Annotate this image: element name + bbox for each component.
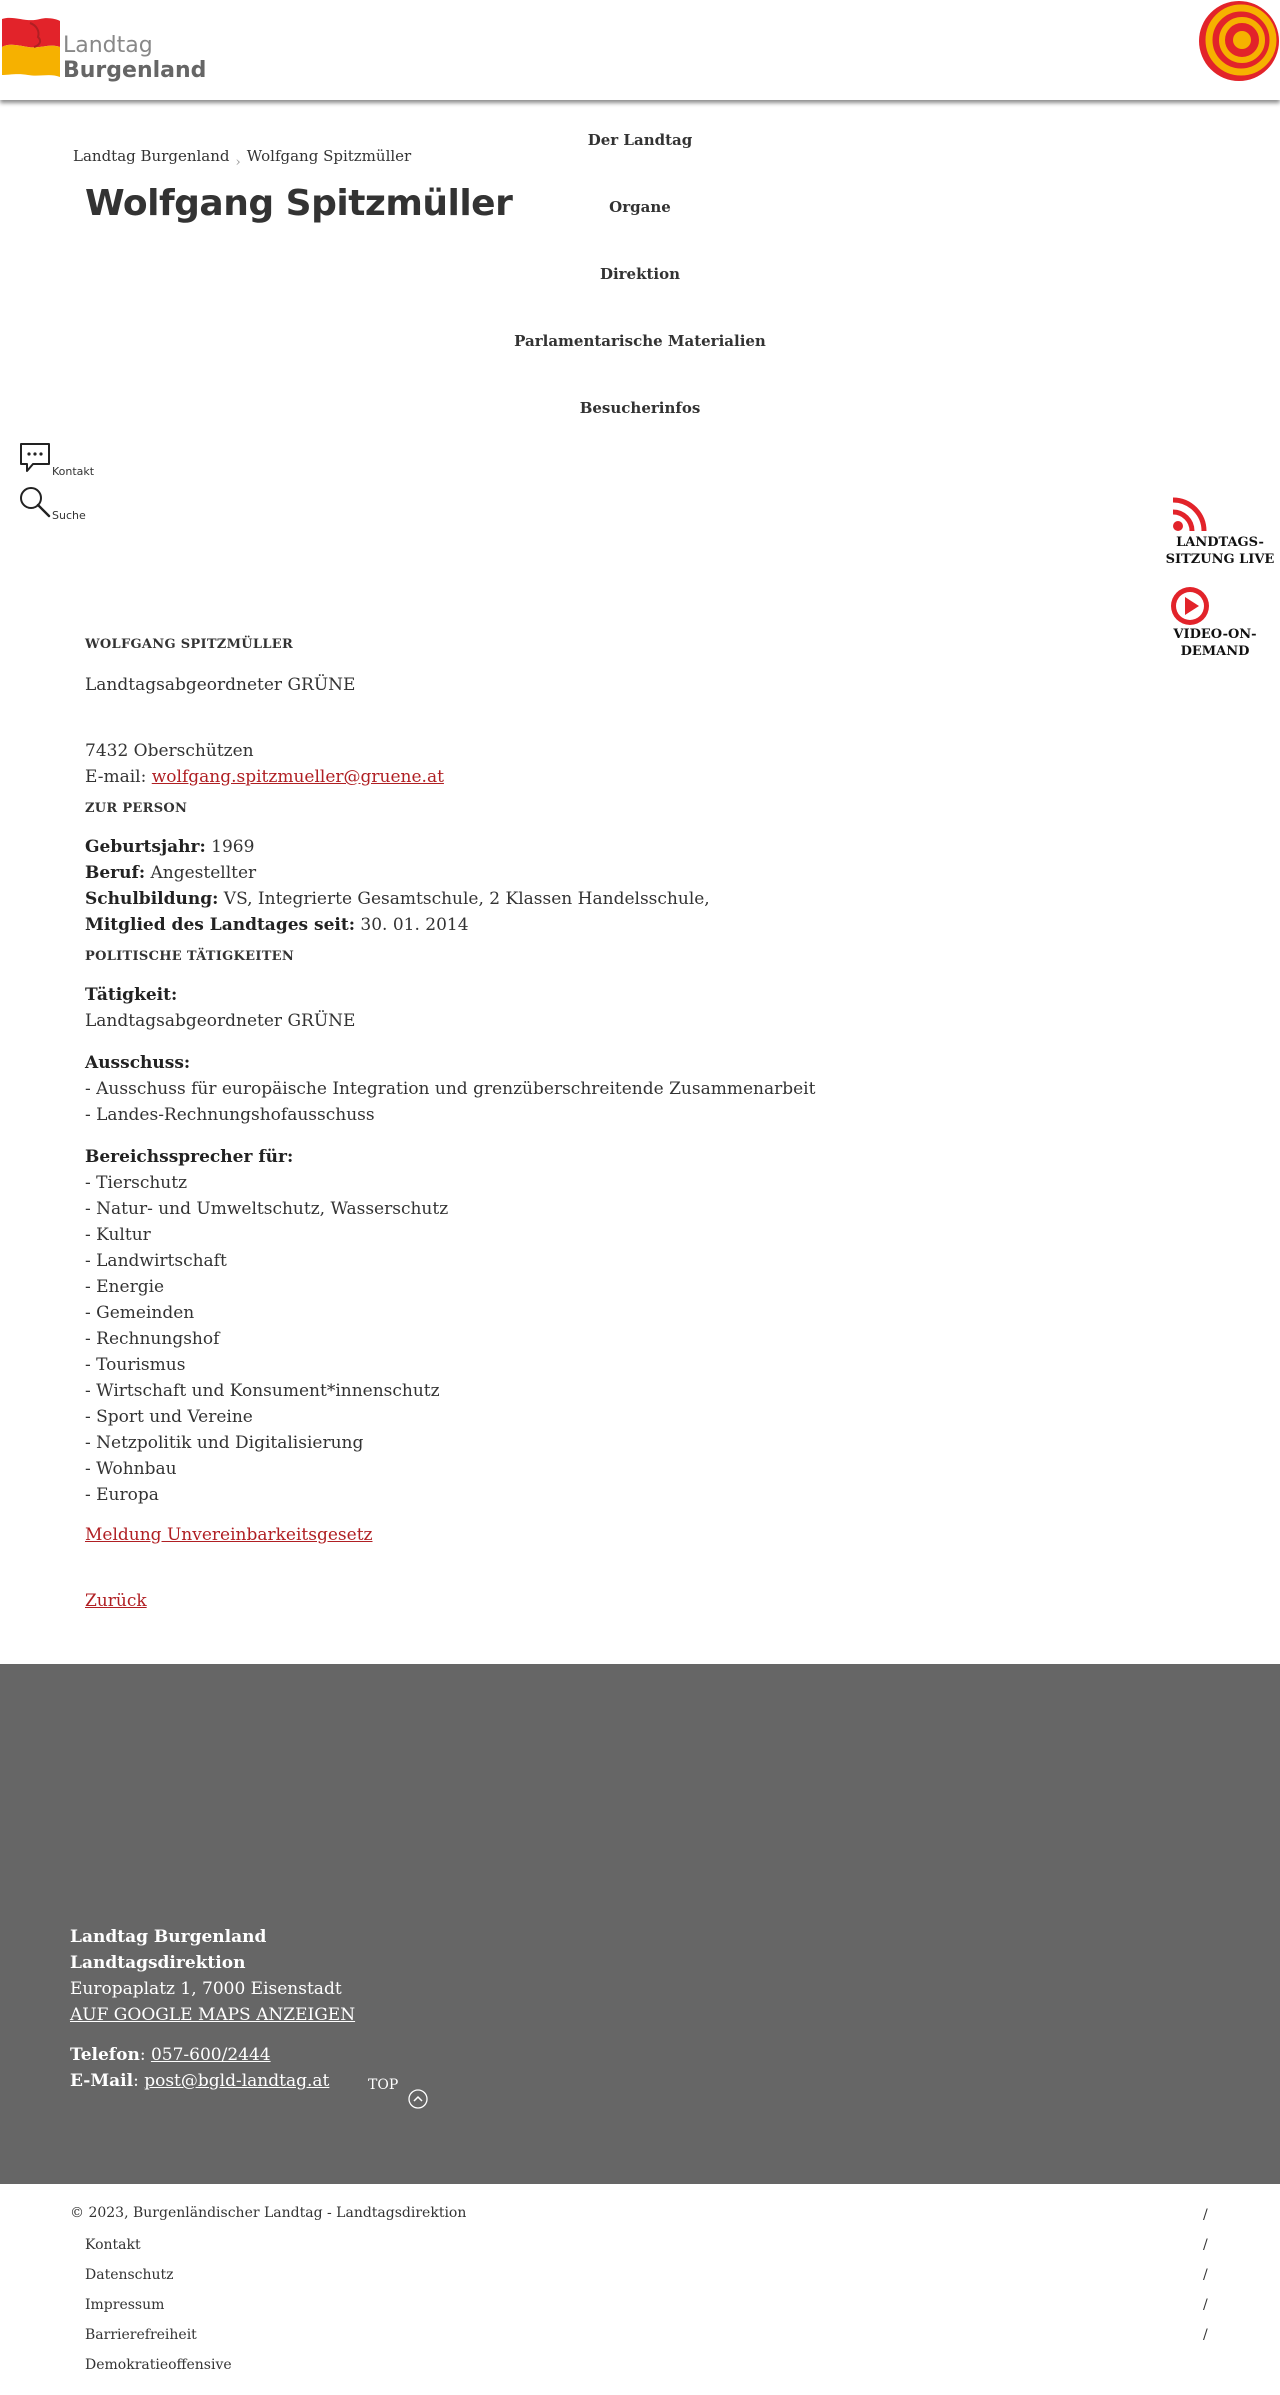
- burgenland-sun-logo[interactable]: [1198, 0, 1280, 86]
- committee-label: Ausschuss:: [85, 1053, 191, 1073]
- live-session-button[interactable]: [1160, 494, 1280, 567]
- breadcrumb-current: Wolfgang Spitzmüller: [246, 147, 412, 165]
- search-button[interactable]: [18, 485, 108, 525]
- sun-icon: [1198, 0, 1280, 82]
- member-row: [85, 912, 985, 938]
- breadcrumb: [73, 147, 412, 170]
- person-email-link[interactable]: wolfgang.spitzmueller@gruene.at: [151, 767, 444, 787]
- spokesperson-item: - Wohnbau: [85, 1459, 177, 1479]
- person-address: 7432 Oberschützen: [85, 741, 254, 761]
- spokesperson-label: Bereichssprecher für:: [85, 1147, 294, 1167]
- back-link[interactable]: Zurück: [85, 1591, 147, 1611]
- job-row: [85, 860, 985, 886]
- footer-org: Landtag Burgenland: [70, 1927, 267, 1947]
- section-politische-taetigkeiten: POLITISCHE TÄTIGKEITEN: [85, 949, 295, 964]
- copyright: © 2023, Burgenländischer Landtag - Landtagsdirektion: [70, 2205, 467, 2221]
- spokesperson-item: - Gemeinden: [85, 1303, 195, 1323]
- footer-phone-row: Telefon: 057-600/2444: [70, 2045, 271, 2065]
- nav-item-der-landtag[interactable]: Der Landtag: [587, 131, 693, 149]
- landtag-logo[interactable]: [0, 15, 207, 85]
- spokesperson-item: - Tierschutz: [85, 1173, 188, 1193]
- main-nav: [480, 124, 800, 459]
- footer-dept: Landtagsdirektion: [70, 1953, 246, 1973]
- member-label: Mitglied des Landtages seit:: [85, 915, 355, 935]
- link-separators: [1203, 2205, 1208, 2355]
- breadcrumb-home[interactable]: Landtag Burgenland: [73, 147, 230, 165]
- committee-block: [85, 1050, 985, 1128]
- person-email-row: [85, 764, 985, 790]
- live-label-2: SITZUNG LIVE: [1165, 552, 1275, 567]
- school-label: Schulbildung:: [85, 889, 219, 909]
- person-role: Landtagsabgeordneter GRÜNE: [85, 675, 356, 695]
- nav-item-parlamentarische-materialien[interactable]: Parlamentarische Materialien: [514, 332, 766, 350]
- spokesperson-item: - Energie: [85, 1277, 165, 1297]
- chevron-up-circle-icon[interactable]: [408, 2089, 428, 2109]
- footer-email-link[interactable]: post@bgld-landtag.at: [144, 2071, 330, 2091]
- vod-label-2: DEMAND: [1180, 644, 1250, 659]
- bottom-bar: [0, 2184, 1280, 2395]
- live-label-1: LANDTAGS-: [1176, 535, 1264, 550]
- person-content: [85, 630, 985, 1614]
- job-value: Angestellter: [145, 863, 257, 883]
- footer-link-demokratieoffensive[interactable]: Demokratieoffensive: [85, 2357, 232, 2373]
- separator: /: [1203, 2327, 1208, 2343]
- spokesperson-item: - Kultur: [85, 1225, 151, 1245]
- footer-link-barrierefreiheit[interactable]: Barrierefreiheit: [85, 2327, 197, 2343]
- contact-button[interactable]: [18, 441, 108, 481]
- chat-bubble-icon: [18, 441, 52, 475]
- footer-email-label: E-Mail: [70, 2071, 134, 2091]
- search-icon: [18, 485, 52, 519]
- spokesperson-item: - Netzpolitik und Digitalisierung: [85, 1433, 364, 1453]
- spokesperson-item: - Tourismus: [85, 1355, 186, 1375]
- chevron-right-icon: ›: [235, 154, 241, 170]
- job-label: Beruf:: [85, 863, 146, 883]
- site-footer: [0, 1664, 1280, 2184]
- logo-text-landtag: Landtag: [63, 33, 153, 58]
- spokesperson-item: - Rechnungshof: [85, 1329, 220, 1349]
- video-on-demand-button[interactable]: [1170, 586, 1280, 658]
- activity-value: Landtagsabgeordneter GRÜNE: [85, 1011, 356, 1031]
- nav-item-besucherinfos[interactable]: Besucherinfos: [579, 399, 701, 417]
- separator: /: [1203, 2207, 1208, 2223]
- person-name-heading: WOLFGANG SPITZMÜLLER: [85, 637, 294, 652]
- birth-label: Geburtsjahr:: [85, 837, 206, 857]
- separator: /: [1203, 2297, 1208, 2313]
- nav-item-organe[interactable]: Organe: [609, 198, 671, 216]
- committee-item: - Landes-Rechnungshofausschuss: [85, 1105, 375, 1125]
- footer-link-kontakt[interactable]: Kontakt: [85, 2237, 141, 2253]
- member-value: 30. 01. 2014: [355, 915, 469, 935]
- footer-link-datenschutz[interactable]: Datenschutz: [85, 2267, 174, 2283]
- phone-label: Telefon: [70, 2045, 140, 2065]
- footer-contact-info: [70, 1924, 355, 2094]
- play-icon: [1170, 586, 1210, 626]
- legal-links: [85, 2235, 232, 2385]
- rss-icon: [1170, 494, 1210, 534]
- spokesperson-item: - Landwirtschaft: [85, 1251, 227, 1271]
- spokesperson-item: - Natur- und Umweltschutz, Wasserschutz: [85, 1199, 449, 1219]
- site-header: [0, 0, 1280, 100]
- flag-icon: [0, 15, 62, 79]
- activity-block: [85, 982, 985, 1034]
- section-zur-person: ZUR PERSON: [85, 801, 188, 816]
- spokesperson-block: [85, 1144, 985, 1508]
- spokesperson-item: - Sport und Vereine: [85, 1407, 253, 1427]
- footer-link-impressum[interactable]: Impressum: [85, 2297, 165, 2313]
- logo-text-burgenland: Burgenland: [63, 58, 207, 83]
- birth-row: [85, 834, 985, 860]
- committee-item: - Ausschuss für europäische Integration und grenzüberschreitende Zusammenarbeit: [85, 1079, 816, 1099]
- separator: /: [1203, 2237, 1208, 2253]
- nav-item-direktion[interactable]: Direktion: [599, 265, 681, 283]
- spokesperson-item: - Europa: [85, 1485, 159, 1505]
- birth-value: 1969: [205, 837, 255, 857]
- contact-label: Kontakt: [52, 465, 95, 478]
- page-title: Wolfgang Spitzmüller: [85, 183, 513, 224]
- school-row: [85, 886, 985, 912]
- spokesperson-item: - Wirtschaft und Konsument*innenschutz: [85, 1381, 440, 1401]
- school-value: VS, Integrierte Gesamtschule, 2 Klassen Handelsschule,: [218, 889, 710, 909]
- email-label: E-mail:: [85, 767, 152, 787]
- back-to-top-button[interactable]: TOP: [368, 2077, 399, 2093]
- separator: /: [1203, 2267, 1208, 2283]
- phone-link[interactable]: 057-600/2444: [150, 2045, 271, 2065]
- footer-address: Europaplatz 1, 7000 Eisenstadt: [70, 1979, 342, 1999]
- google-maps-link[interactable]: AUF GOOGLE MAPS ANZEIGEN: [70, 2005, 356, 2025]
- vod-label-1: VIDEO-ON-: [1173, 627, 1257, 642]
- search-label: Suche: [52, 509, 86, 522]
- incompatibility-link[interactable]: Meldung Unvereinbarkeitsgesetz: [85, 1525, 373, 1545]
- activity-label: Tätigkeit:: [85, 985, 178, 1005]
- footer-email-row: E-Mail: post@bgld-landtag.at: [70, 2071, 330, 2091]
